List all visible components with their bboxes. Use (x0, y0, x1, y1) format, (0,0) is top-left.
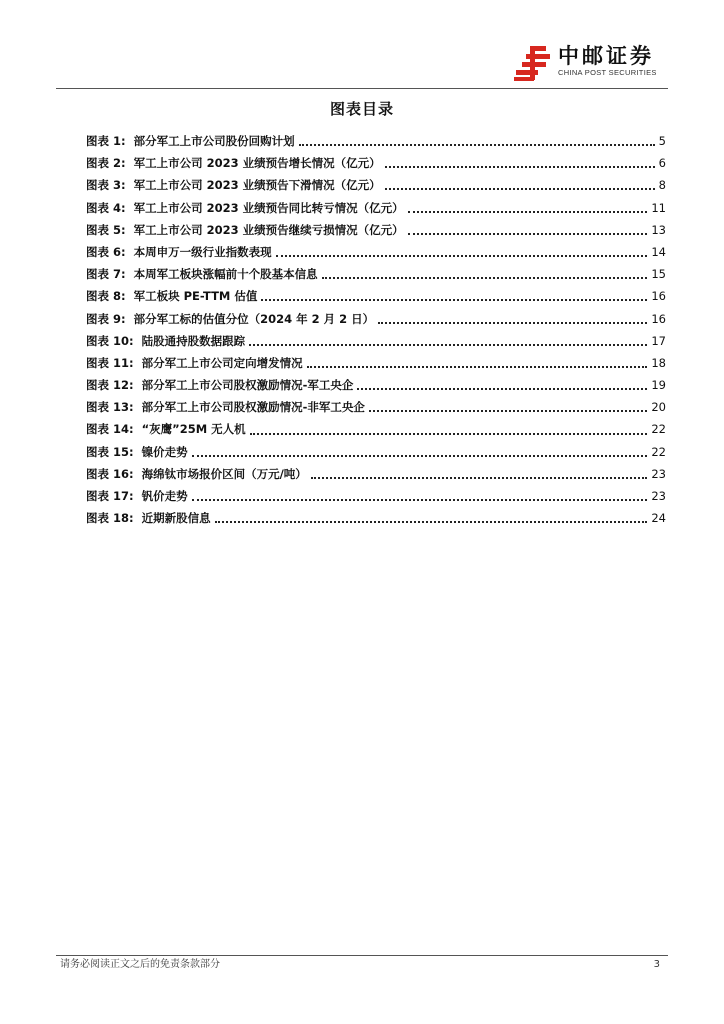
toc-leader-dots (249, 344, 647, 346)
toc-leader-dots (261, 299, 647, 301)
toc-entry-title[interactable]: 军工上市公司 2023 业绩预告下滑情况（亿元） (133, 178, 381, 193)
toc-entry[interactable] (86, 130, 666, 152)
toc-entry[interactable] (86, 507, 666, 529)
toc-leader-dots (215, 521, 648, 523)
toc-entry[interactable] (86, 330, 666, 352)
toc-entry-label: 图表 3: (86, 178, 126, 193)
toc-entry-label: 图表 16: (86, 466, 134, 481)
toc-entry[interactable] (86, 418, 666, 440)
toc-leader-dots (322, 277, 648, 279)
toc-entry-page[interactable]: 16 (651, 311, 666, 326)
toc-leader-dots (385, 188, 655, 190)
brand-logo (512, 44, 672, 82)
toc-entry-label: 图表 1: (86, 134, 126, 148)
footer-divider (56, 955, 668, 956)
toc-entry[interactable] (86, 308, 666, 330)
toc-entry-label: 图表 18: (86, 511, 134, 526)
toc-entry-label: 图表 11: (86, 355, 134, 370)
toc-entry-page[interactable]: 22 (651, 444, 666, 459)
toc-leader-dots (357, 388, 647, 390)
toc-entry-title[interactable]: 军工板块 PE-TTM 估值 (133, 289, 258, 304)
toc-entry[interactable] (86, 219, 666, 241)
toc-entry-page[interactable]: 24 (651, 511, 666, 526)
toc-leader-dots (276, 255, 648, 257)
toc-entry-title[interactable]: 近期新股信息 (141, 511, 211, 526)
toc-entry-title[interactable]: 军工上市公司 2023 业绩预告继续亏损情况（亿元） (133, 222, 404, 237)
toc-entry-title[interactable]: 镍价走势 (141, 444, 188, 459)
toc-entry-title[interactable]: 军工上市公司 2023 业绩预告增长情况（亿元） (133, 156, 381, 171)
toc-entry[interactable] (86, 374, 666, 396)
toc-entry-page[interactable]: 17 (651, 333, 666, 348)
toc-entry[interactable] (86, 174, 666, 196)
toc-leader-dots (385, 166, 655, 168)
toc-entry-page[interactable]: 22 (651, 422, 666, 437)
toc-entry-label: 图表 10: (86, 333, 134, 348)
toc-entry-label: 图表 12: (86, 378, 134, 393)
toc-entry[interactable] (86, 463, 666, 485)
toc-entry-page[interactable]: 5 (658, 134, 666, 148)
toc-leader-dots (192, 455, 648, 457)
toc-entry-title[interactable]: 军工上市公司 2023 业绩预告同比转亏情况（亿元） (133, 200, 404, 215)
toc-entry-page[interactable]: 16 (651, 289, 666, 304)
toc-entry-title[interactable]: 钒价走势 (141, 489, 188, 503)
toc-entry-title[interactable]: 部分军工标的估值分位（2024 年 2 月 2 日） (133, 311, 375, 326)
toc-entry-title[interactable]: 陆股通持股数据跟踪 (141, 333, 246, 348)
toc-entry[interactable] (86, 197, 666, 219)
toc-entry-label: 图表 17: (86, 489, 134, 503)
toc-entry[interactable] (86, 152, 666, 174)
toc-entry-title[interactable]: 部分军工上市公司股权激励情况-军工央企 (141, 378, 354, 393)
footer-disclaimer: 请务必阅读正文之后的免责条款部分 (60, 959, 220, 970)
toc-entry-title[interactable]: “灰鹰”25M 无人机 (141, 422, 246, 437)
toc-entry-page[interactable]: 23 (651, 466, 666, 481)
toc-entry-label: 图表 9: (86, 311, 126, 326)
toc-entry-page[interactable]: 23 (651, 489, 666, 503)
toc-entry-title[interactable]: 部分军工上市公司股权激励情况-非军工央企 (141, 400, 365, 415)
toc-entry-label: 图表 13: (86, 400, 134, 415)
toc-entry-page[interactable]: 20 (651, 400, 666, 415)
toc-entry-title[interactable]: 部分军工上市公司定向增发情况 (141, 355, 303, 370)
toc-entry-label: 图表 7: (86, 267, 126, 282)
toc-entry-title[interactable]: 本周军工板块涨幅前十个股基本信息 (133, 267, 318, 282)
toc-entry-label: 图表 8: (86, 289, 126, 304)
toc-entry-page[interactable]: 13 (651, 222, 666, 237)
toc-entry[interactable] (86, 396, 666, 418)
page-number: 3 (653, 959, 660, 970)
toc-entry-page[interactable]: 11 (651, 200, 666, 215)
toc-leader-dots (250, 433, 648, 435)
toc-leader-dots (369, 410, 647, 412)
toc-entry[interactable] (86, 441, 666, 463)
toc-entry-label: 图表 15: (86, 444, 134, 459)
toc-leader-dots (307, 366, 648, 368)
toc-leader-dots (408, 211, 648, 213)
toc-entry[interactable] (86, 485, 666, 507)
toc-entry-title[interactable]: 本周申万一级行业指数表现 (133, 244, 272, 259)
toc-entry[interactable] (86, 241, 666, 263)
toc-entry-page[interactable]: 8 (658, 178, 666, 193)
toc-entry-page[interactable]: 6 (658, 156, 666, 171)
toc-entry-label: 图表 4: (86, 200, 126, 215)
china-post-logo-icon (512, 44, 552, 82)
toc-entry-page[interactable]: 14 (651, 244, 666, 259)
toc-entry-page[interactable]: 15 (651, 267, 666, 282)
toc-leader-dots (192, 499, 648, 501)
toc-entry-label: 图表 5: (86, 222, 126, 237)
toc-entry-page[interactable]: 19 (651, 378, 666, 393)
toc-entry-label: 图表 14: (86, 422, 134, 437)
toc-entry-title[interactable]: 海绵钛市场报价区间（万元/吨） (141, 466, 307, 481)
toc-leader-dots (299, 144, 655, 146)
toc-entry-label: 图表 6: (86, 244, 126, 259)
toc-leader-dots (311, 477, 648, 479)
toc-list (86, 130, 666, 529)
header-divider (56, 88, 668, 89)
brand-name-cn: 中邮证券 (558, 44, 654, 68)
toc-entry-title[interactable]: 部分军工上市公司股份回购计划 (133, 134, 295, 148)
toc-leader-dots (408, 233, 648, 235)
toc-entry-label: 图表 2: (86, 156, 126, 171)
toc-entry[interactable] (86, 263, 666, 285)
toc-entry[interactable] (86, 285, 666, 307)
toc-leader-dots (378, 322, 647, 324)
brand-name-en: CHINA POST SECURITIES (558, 68, 657, 77)
toc-title: 图表目录 (329, 100, 394, 118)
page-header (0, 0, 724, 90)
toc-entry[interactable] (86, 352, 666, 374)
toc-entry-page[interactable]: 18 (651, 355, 666, 370)
